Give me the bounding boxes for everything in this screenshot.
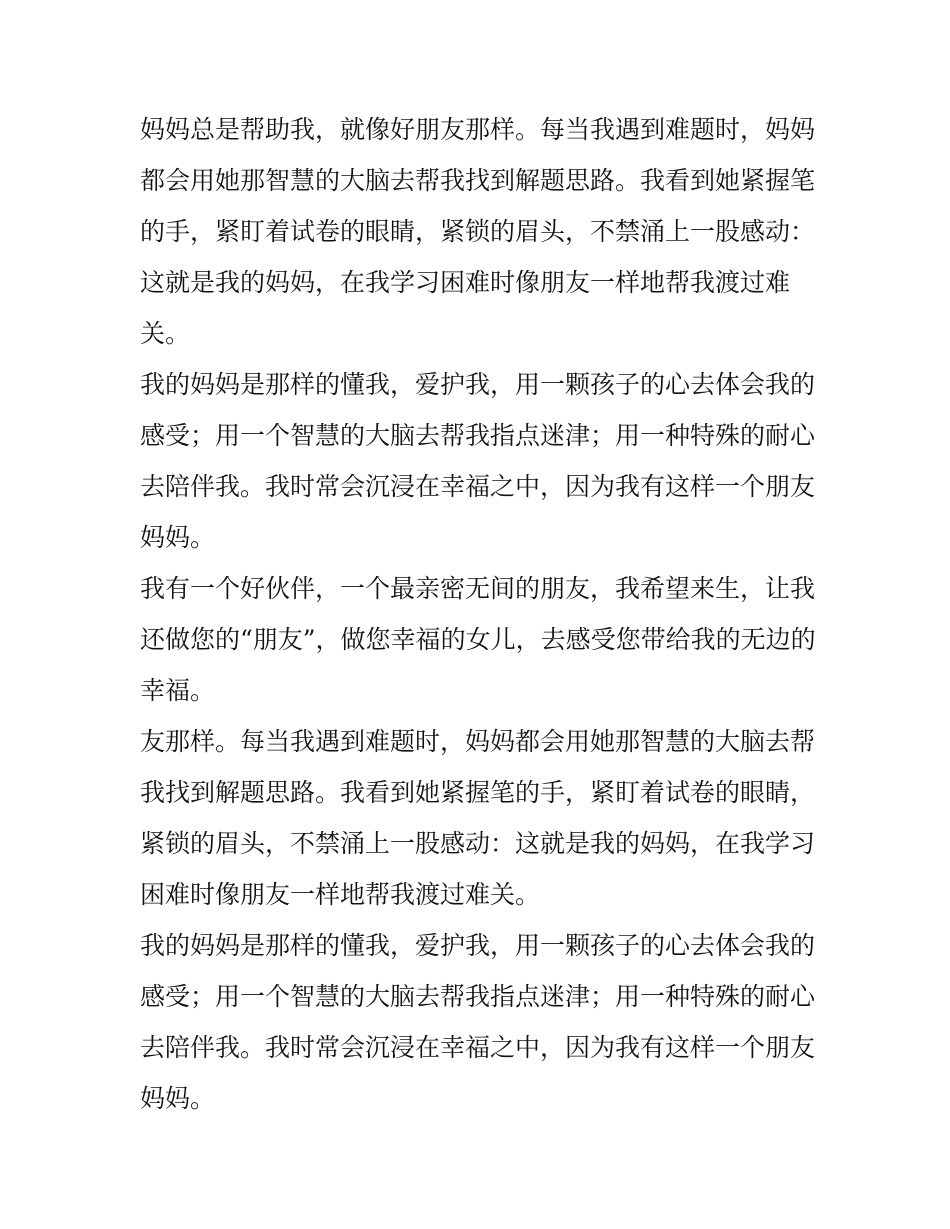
text-line: 妈妈总是帮助我，就像好朋友那样。每当我遇到难题时，妈妈 (140, 115, 816, 144)
paragraph (140, 563, 820, 716)
text-line: 我有一个好伙伴，一个最亲密无间的朋友，我希望来生，让我 (140, 574, 816, 603)
text-line: 去陪伴我。我时常会沉浸在幸福之中，因为我有这样一个朋友 (140, 472, 816, 501)
text-line: 关。 (140, 319, 191, 348)
text-line: 友那样。每当我遇到难题时，妈妈都会用她那智慧的大脑去帮 (140, 727, 816, 756)
text-line: 我找到解题思路。我看到她紧握笔的手，紧盯着试卷的眼睛， (140, 778, 816, 807)
paragraph (140, 716, 820, 920)
text-line: 妈妈。 (140, 1084, 216, 1113)
text-line: 困难时像朋友一样地帮我渡过难关。 (140, 880, 541, 909)
text-line: 这就是我的妈妈，在我学习困难时像朋友一样地帮我渡过难 (140, 268, 791, 297)
text-line: 幸福。 (140, 676, 216, 705)
text-line: 感受；用一个智慧的大脑去帮我指点迷津；用一种特殊的耐心 (140, 421, 816, 450)
text-line: 的手，紧盯着试卷的眼睛，紧锁的眉头，不禁涌上一股感动： (140, 217, 816, 246)
paragraph (140, 920, 820, 1124)
paragraph (140, 359, 820, 563)
text-line: 我的妈妈是那样的懂我，爱护我，用一颗孩子的心去体会我的 (140, 931, 816, 960)
text-line: 我的妈妈是那样的懂我，爱护我，用一颗孩子的心去体会我的 (140, 370, 816, 399)
text-line: 妈妈。 (140, 523, 216, 552)
document-body (140, 104, 820, 1124)
text-line: 感受；用一个智慧的大脑去帮我指点迷津；用一种特殊的耐心 (140, 982, 816, 1011)
text-line: 还做您的“朋友”，做您幸福的女儿，去感受您带给我的无边的 (140, 625, 816, 654)
text-line: 都会用她那智慧的大脑去帮我找到解题思路。我看到她紧握笔 (140, 166, 816, 195)
text-line: 去陪伴我。我时常会沉浸在幸福之中，因为我有这样一个朋友 (140, 1033, 816, 1062)
text-line: 紧锁的眉头，不禁涌上一股感动：这就是我的妈妈，在我学习 (140, 829, 816, 858)
paragraph (140, 104, 820, 359)
